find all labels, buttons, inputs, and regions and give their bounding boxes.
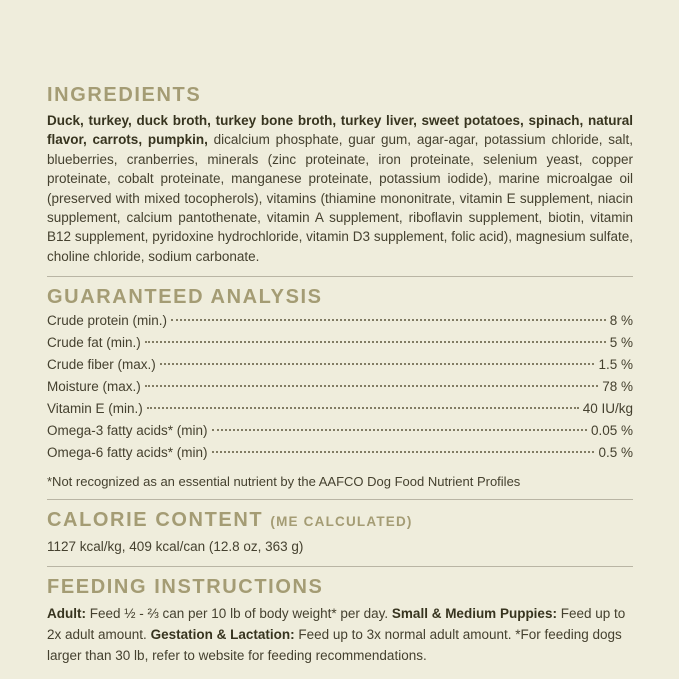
analysis-row-crude-fat <box>47 335 633 357</box>
divider <box>47 566 633 567</box>
ingredients-paragraph <box>47 111 633 266</box>
divider <box>47 499 633 500</box>
analysis-row-crude-protein <box>47 313 633 335</box>
calorie-values: 1127 kcal/kg, 409 kcal/can (12.8 oz, 363 g) <box>47 539 304 555</box>
dotted-leader <box>212 429 587 431</box>
divider <box>47 276 633 277</box>
analysis-row-omega-6 <box>47 445 633 467</box>
nutrient-name: Crude protein (min.) <box>47 313 168 329</box>
feeding-adult-label: Adult: <box>47 606 86 622</box>
feeding-puppies-label: Small & Medium Puppies: <box>391 606 557 622</box>
guaranteed-analysis-title: GUARANTEED ANALYSIS <box>47 286 323 309</box>
analysis-row-moisture <box>47 379 633 401</box>
nutrient-name: Moisture (max.) <box>47 379 141 395</box>
nutrient-name: Omega-6 fatty acids* (min) <box>47 445 208 461</box>
nutrient-name: Crude fiber (max.) <box>47 357 156 373</box>
nutrient-value: 78 % <box>602 379 633 395</box>
label-content <box>47 84 633 666</box>
section-guaranteed-analysis <box>47 286 633 489</box>
calorie-content-title <box>47 509 633 533</box>
feeding-instructions-title: FEEDING INSTRUCTIONS <box>47 576 324 599</box>
nutrient-value: 0.5 % <box>598 445 633 461</box>
section-feeding-instructions <box>47 576 633 666</box>
nutrient-value: 40 IU/kg <box>582 401 633 417</box>
feeding-adult-text: Feed ½ - ⅔ can per 10 lb of body weight* per day. <box>85 606 392 622</box>
feeding-gestation-label: Gestation & Lactation: <box>150 627 295 643</box>
aafco-footnote: *Not recognized as an essential nutrient by the AAFCO Dog Food Nutrient Profiles <box>47 474 521 490</box>
feeding-instructions-paragraph <box>47 603 633 666</box>
section-calorie-content <box>47 509 633 556</box>
me-calculated-subtitle: (ME CALCULATED) <box>270 514 413 530</box>
dotted-leader <box>171 319 606 321</box>
nutrient-name: Crude fat (min.) <box>47 335 141 351</box>
nutrient-value: 5 % <box>609 335 633 351</box>
nutrient-value: 8 % <box>609 313 633 329</box>
nutrient-name: Vitamin E (min.) <box>47 401 143 417</box>
nutrient-name: Omega-3 fatty acids* (min) <box>47 423 208 439</box>
dotted-leader <box>147 407 579 409</box>
feeding-puppies-text: Feed up to 2x adult amount. <box>47 606 626 643</box>
feeding-gestation-text: Feed up to 3x normal adult amount. *For feeding dogs larger than 30 lb, refer to website for feeding recommendations. <box>47 627 622 664</box>
ingredients-primary-list: Duck, turkey, duck broth, turkey bone broth, turkey liver, sweet potatoes, spinach, natural flavor, carrots, pumpkin, <box>47 113 633 148</box>
nutrient-value: 1.5 % <box>598 357 633 373</box>
dotted-leader <box>160 363 595 365</box>
calorie-content-title-text: CALORIE CONTENT <box>47 509 264 532</box>
nutrient-value: 0.05 % <box>590 423 633 439</box>
analysis-row-omega-3 <box>47 423 633 445</box>
dotted-leader <box>145 341 606 343</box>
ingredients-title: INGREDIENTS <box>47 84 202 106</box>
dotted-leader <box>212 451 595 453</box>
analysis-row-crude-fiber <box>47 357 633 379</box>
ingredients-secondary-list: dicalcium phosphate, guar gum, agar-agar, potassium chloride, salt, blueberries, cranberries, minerals (zinc proteinate, iron proteinate, selenium yeast, copper proteinate, cobalt proteinate, manganese proteinate, potassium iodide), marine microalgae oil (preserved with mixed tocopherols), vitamins (thiamine mononitrate, vitamin E supplement, niacin supplement, calcium pantothenate, vitamin A supplement, riboflavin supplement, biotin, vitamin B12 supplement, pyridoxine hydrochloride, vitamin D3 supplement, folic acid), magnesium sulfate, choline chloride, sodium carbonate. <box>47 132 633 264</box>
analysis-table <box>47 313 633 467</box>
dotted-leader <box>145 385 598 387</box>
section-ingredients <box>47 84 633 266</box>
analysis-row-vitamin-e <box>47 401 633 423</box>
